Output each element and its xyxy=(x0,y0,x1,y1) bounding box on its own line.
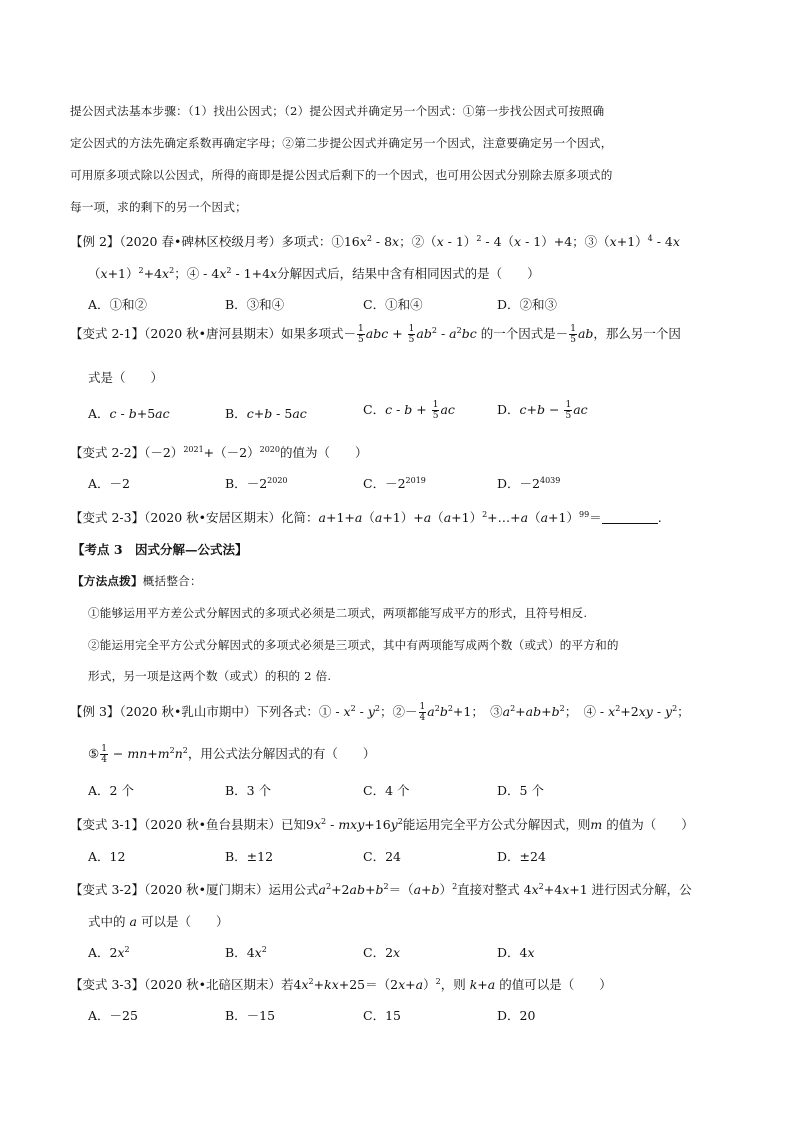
option-c[interactable]: C．24 xyxy=(363,849,401,864)
option-b[interactable]: B．－15 xyxy=(225,1008,276,1023)
option-c[interactable]: C．①和④ xyxy=(363,297,423,312)
question-source: （2020 秋•北碚区期末）若 xyxy=(144,977,294,992)
option-b[interactable]: B．$4x^2$ xyxy=(225,945,267,960)
variant-3-2-question-cont: 式中的 a 可以是（ ） xyxy=(88,914,229,929)
question-source: （2020 秋•唐河县期末）如果多项式 xyxy=(144,326,344,341)
question-tag: 【变式 2-2】 xyxy=(70,445,145,460)
option-b[interactable]: B．3 个 xyxy=(225,783,272,798)
option-a[interactable]: A．－25 xyxy=(88,1008,138,1023)
option-a[interactable]: A．12 xyxy=(88,849,126,864)
option-c[interactable]: C．c - b + $\frac{1}{5}$ ac xyxy=(363,400,455,421)
method-line-2: ②能运用完全平方公式分解因式的多项式必须是三项式，其中有两项能写成两个数（或式）的平方和的 xyxy=(88,638,619,652)
question-source: （2020 春•碑林区校级月考）多项式： xyxy=(119,234,332,249)
option-b[interactable]: B．$-2^{2020}$ xyxy=(225,476,288,491)
option-c[interactable]: C．4 个 xyxy=(363,783,410,798)
variant-3-1-question: 【变式 3-1】（2020 秋•鱼台县期末）已知$9x^2 - mxy+16y^2$能运用完全平方公式分解因式，则m 的值为（ ） xyxy=(70,817,694,832)
variant-2-1-question-cont: 式是（ ） xyxy=(88,370,164,385)
option-c[interactable]: C．$-2^{2019}$ xyxy=(363,476,426,491)
method-line-3: 形式，另一项是这两个数（或式）的积的 2 倍. xyxy=(88,669,332,683)
option-b[interactable]: B．±12 xyxy=(225,849,274,864)
question-mid: ，则 xyxy=(440,977,466,992)
option-c[interactable]: C．2x xyxy=(363,945,401,960)
option-d[interactable]: D．②和③ xyxy=(497,297,558,312)
answer-blank[interactable] xyxy=(602,511,658,524)
intro-line-1: 提公因式法基本步骤：（1）找出公因式；（2）提公因式并确定另一个因式：①第一步找公因式可按照确 xyxy=(70,104,605,118)
intro-line-2: 定公因式的方法先确定系数再确定字母；②第二步提公因式并确定另一个因式，注意要确定另一个因式， xyxy=(70,136,613,150)
option-a[interactable]: A．c - b+5ac xyxy=(88,406,170,421)
question-mid: 能运用完全平方公式分解因式，则 xyxy=(402,817,591,832)
option-d[interactable]: D．4x xyxy=(497,945,535,960)
question-end: ，那么另一个因 xyxy=(593,326,681,341)
example-3-question-cont: ⑤ $\frac{1}{4}$ − $mn+m^2n^2$，用公式法分解因式的有（ ） xyxy=(88,744,376,765)
option-a[interactable]: A．$2x^2$ xyxy=(88,945,130,960)
intro-line-4: 每一项，求的剩下的另一个因式； xyxy=(70,200,247,214)
option-d[interactable]: D．±24 xyxy=(497,849,546,864)
option-c[interactable]: C．15 xyxy=(363,1008,401,1023)
question-source: （2020 秋•乳山市期中）下列各式： xyxy=(119,704,319,719)
option-a[interactable]: A．①和② xyxy=(88,297,148,312)
question-source: （2020 秋•鱼台县期末）已知 xyxy=(144,817,307,832)
question-tag: 【变式 2-1】 xyxy=(70,326,145,341)
option-d[interactable]: D．5 个 xyxy=(497,783,544,798)
question-end: 进行因式分解，公 xyxy=(591,882,692,897)
question-source: （2020 秋•厦门期末）运用公式 xyxy=(144,882,319,897)
method-tip: 【方法点拨】概括整合： xyxy=(72,574,202,588)
question-end: 的值可以是（ ） xyxy=(499,977,612,992)
option-d[interactable]: D．$-2^{4039}$ xyxy=(497,476,561,491)
option-d[interactable]: D．20 xyxy=(497,1008,536,1023)
question-end: ，用公式法分解因式的有（ ） xyxy=(187,746,376,761)
method-line-1: ①能够运用平方差公式分解因式的多项式必须是二项式，两项都能写成平方的形式，且符号相反. xyxy=(88,606,588,620)
example-3-question: 【例 3】（2020 秋•乳山市期中）下列各式：① - $x^2 - y^2$；②－ $\frac{1}{4}$ $a^2b^2+1$； $③a^2+ab+b^2$； ④ - $x^2+2xy - y^2$； xyxy=(70,702,690,723)
variant-2-1-question: 【变式 2-1】（2020 秋•唐河县期末）如果多项式－ $\frac{1}{5}$ abc + $\frac{1}{5}$ $ab^2 - a^2bc$ 的一个因式是－ $\frac{1}{5}$ ab，那么另一个因 xyxy=(70,324,681,345)
option-b[interactable]: B．c+b - 5ac xyxy=(225,406,307,421)
example-2-question: 【例 2】（2020 春•碑林区校级月考）多项式：$①16x^2 - 8x$；②（x - 1）$^2$ - 4（x - 1）+4；$③(x+1)^4 - 4x$ xyxy=(70,234,680,249)
question-source: （2020 秋•安居区期末）化简： xyxy=(144,510,319,525)
example-2-question-cont: $(x+1)^2+4x^2$；④ - $4x^2 - 1+4x$分解因式后，结果中含有相同因式的是（ ） xyxy=(88,266,540,281)
question-tag: 【变式 3-1】 xyxy=(70,817,145,832)
question-tag: 【变式 3-2】 xyxy=(70,882,145,897)
question-tag: 【变式 3-3】 xyxy=(70,977,145,992)
intro-line-3: 可用原多项式除以公因式，所得的商即是提公因式后剩下的一个因式，也可用公因式分别除去原多项式的 xyxy=(70,168,613,182)
variant-3-2-question: 【变式 3-2】（2020 秋•厦门期末）运用公式$a^2+2ab+b^2=(a+b)^2$直接对整式 $4x^2+4x+1$ 进行因式分解，公 xyxy=(70,882,692,897)
question-mid: 的一个因式是 xyxy=(480,326,556,341)
option-a[interactable]: A．2 个 xyxy=(88,783,134,798)
question-end: 分解因式后，结果中含有相同因式的是（ ） xyxy=(277,266,540,281)
question-end: 的值为（ ） xyxy=(606,817,694,832)
option-a[interactable]: A．－2 xyxy=(88,476,130,491)
section-heading: 【考点 3 因式分解—公式法】 xyxy=(72,542,248,557)
question-tag: 【例 3】 xyxy=(70,704,120,719)
option-b[interactable]: B．③和④ xyxy=(225,297,285,312)
question-mid: 直接对整式 xyxy=(457,882,520,897)
option-d[interactable]: D．c+b − $\frac{1}{5}$ ac xyxy=(497,400,588,421)
question-end: 的值为（ ） xyxy=(279,445,368,460)
variant-3-3-question: 【变式 3-3】（2020 秋•北碚区期末）若$4x^2+kx+25=(2x+a)^2$，则 k+a 的值可以是（ ） xyxy=(70,977,612,992)
question-tag: 【变式 2-3】 xyxy=(70,510,145,525)
question-tag: 【例 2】 xyxy=(70,234,120,249)
variant-2-3-question: 【变式 2-3】（2020 秋•安居区期末）化简：$a+1+a(a+1)+a(a+1)^2+\dots+a(a+1)^{99}=$ . xyxy=(70,510,662,525)
variant-2-2-question: 【变式 2-2】$(-2)^{2021}+(-2)^{2020}$的值为（ ） xyxy=(70,445,368,460)
